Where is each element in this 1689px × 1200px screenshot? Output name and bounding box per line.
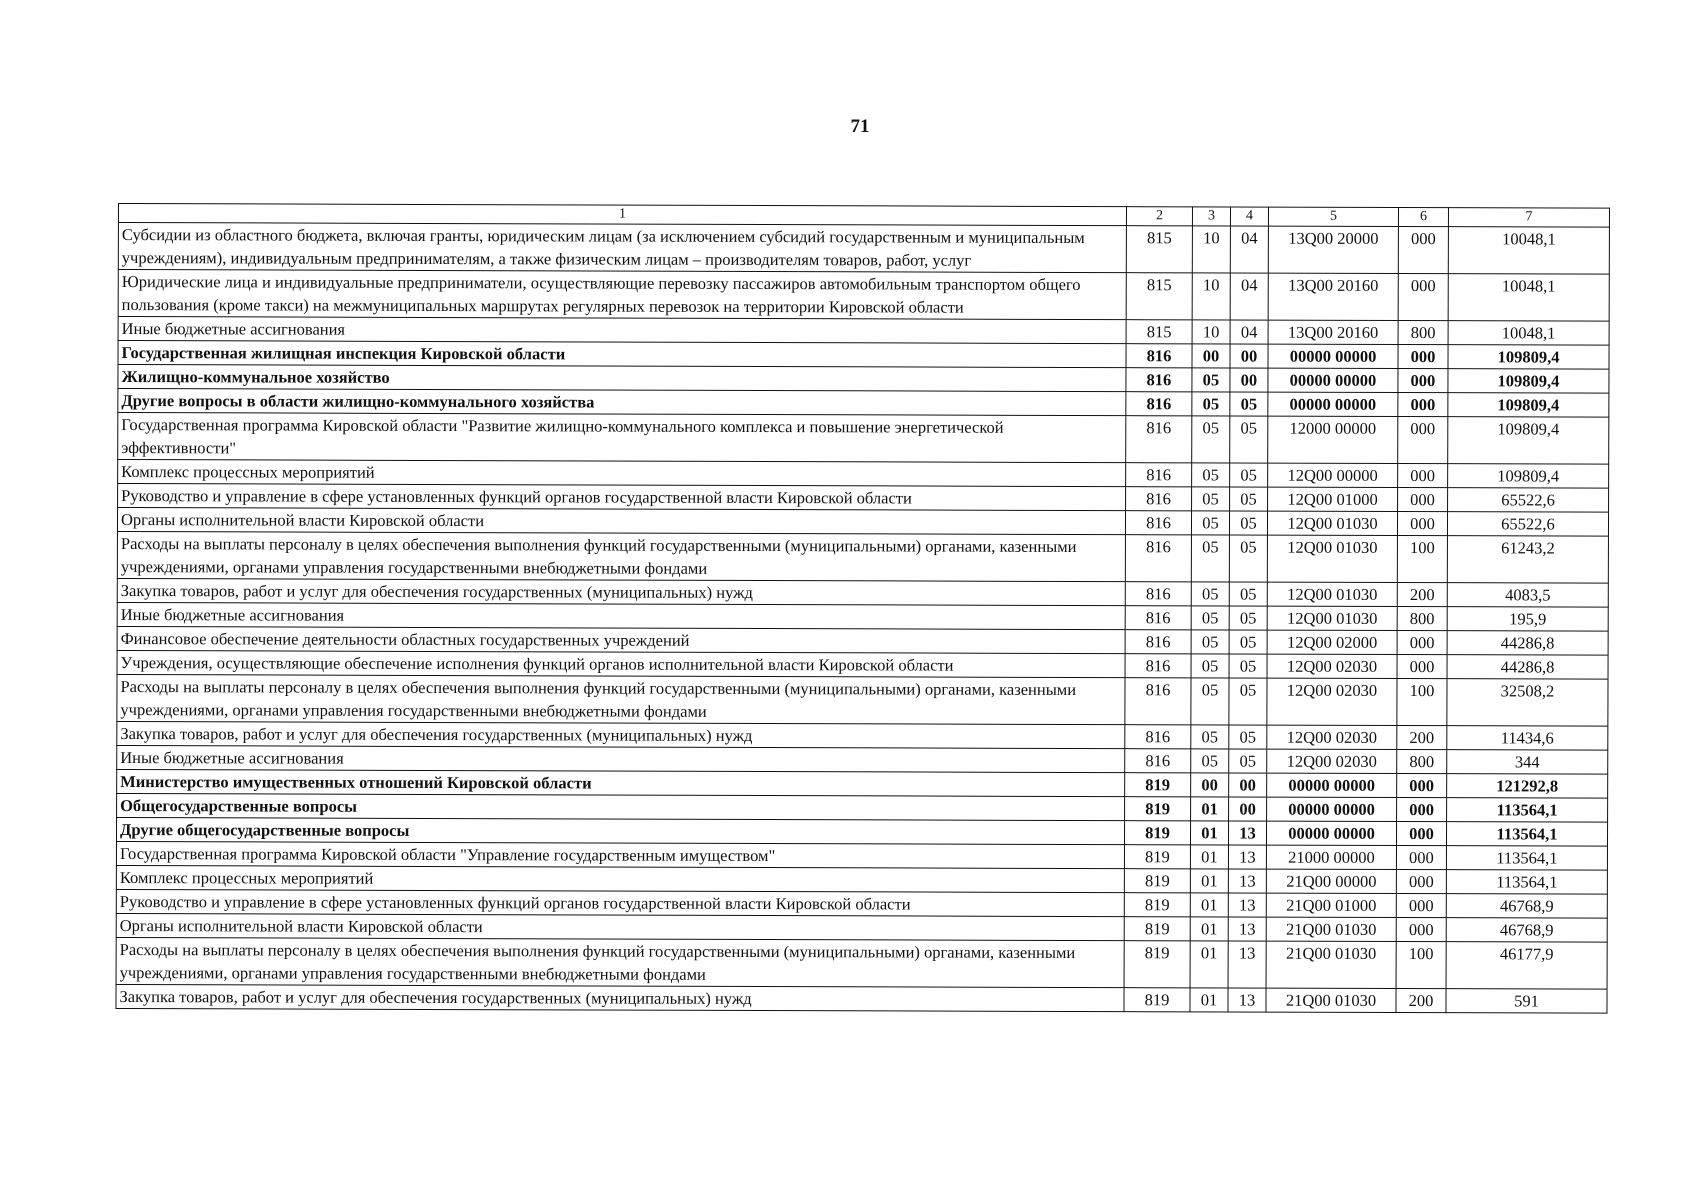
table-row xyxy=(116,937,1607,989)
row-ministry-code: 815 xyxy=(1126,273,1192,320)
row-section-code: 00 xyxy=(1191,773,1229,797)
row-ministry-code: 815 xyxy=(1126,320,1192,344)
row-ministry-code: 816 xyxy=(1125,582,1191,606)
row-ministry-code: 816 xyxy=(1125,654,1191,678)
row-target-article: 12000 00000 xyxy=(1268,416,1398,463)
col-header-2: 2 xyxy=(1126,207,1192,226)
row-name: Комплекс процессных мероприятий xyxy=(116,865,1124,892)
row-amount: 344 xyxy=(1447,750,1608,775)
row-section-code: 05 xyxy=(1192,487,1230,511)
row-expense-type: 000 xyxy=(1396,918,1446,942)
col-header-3: 3 xyxy=(1192,207,1230,226)
col-header-7: 7 xyxy=(1448,208,1609,228)
row-section-code: 01 xyxy=(1190,869,1228,893)
row-target-article: 00000 00000 xyxy=(1267,773,1397,797)
row-expense-type: 800 xyxy=(1397,750,1447,774)
row-target-article: 12Q00 02030 xyxy=(1267,749,1397,773)
row-section-code: 01 xyxy=(1191,797,1229,821)
row-section-code: 01 xyxy=(1190,988,1228,1012)
row-ministry-code: 816 xyxy=(1126,344,1192,368)
row-expense-type: 800 xyxy=(1397,607,1447,631)
row-name: Органы исполнительной власти Кировской области xyxy=(117,508,1125,535)
row-target-article: 21Q00 01000 xyxy=(1266,893,1396,917)
row-name: Министерство имущественных отношений Кировской области xyxy=(117,769,1125,796)
row-target-article: 12Q00 00000 xyxy=(1268,463,1398,487)
row-ministry-code: 819 xyxy=(1125,797,1191,821)
row-subsection-code: 05 xyxy=(1229,725,1267,749)
row-amount: 113564,1 xyxy=(1447,798,1608,823)
row-target-article: 12Q00 01030 xyxy=(1267,535,1397,582)
row-ministry-code: 819 xyxy=(1124,941,1190,988)
row-expense-type: 000 xyxy=(1396,894,1446,918)
row-subsection-code: 05 xyxy=(1230,463,1268,487)
row-ministry-code: 819 xyxy=(1124,821,1190,845)
row-amount: 46768,9 xyxy=(1446,894,1607,919)
table-row xyxy=(116,984,1607,1013)
row-section-code: 05 xyxy=(1192,463,1230,487)
row-amount: 109809,4 xyxy=(1448,464,1609,489)
row-target-article: 12Q00 02000 xyxy=(1267,630,1397,654)
row-target-article: 13Q00 20000 xyxy=(1268,226,1398,273)
row-amount: 61243,2 xyxy=(1447,536,1608,584)
row-subsection-code: 05 xyxy=(1230,392,1268,416)
row-name: Государственная программа Кировской области "Развитие жилищно-коммунального комплекса и повышение энергетической эффективности" xyxy=(118,413,1126,463)
row-name: Государственная жилищная инспекция Кировской области xyxy=(118,341,1126,368)
row-amount: 10048,1 xyxy=(1448,227,1609,275)
row-subsection-code: 05 xyxy=(1229,749,1267,773)
row-name: Субсидии из областного бюджета, включая гранты, юридическим лицам (за исключением субсидий государственным и муниципальным учреждениям), индивидуальным предпринимателям, а также физическим лицам – производителям товаров, работ, услуг xyxy=(118,223,1126,273)
row-subsection-code: 04 xyxy=(1230,226,1268,273)
row-amount: 113564,1 xyxy=(1446,870,1607,895)
row-section-code: 01 xyxy=(1190,941,1228,988)
row-amount: 10048,1 xyxy=(1448,274,1609,322)
row-expense-type: 000 xyxy=(1397,655,1447,679)
row-amount: 109809,4 xyxy=(1448,417,1609,465)
row-name: Расходы на выплаты персоналу в целях обеспечения выполнения функций государственными (муниципальными) органами, казенными учреждениями, органами управления государственными внебюджетными фондами xyxy=(116,937,1124,987)
row-section-code: 00 xyxy=(1192,344,1230,368)
row-target-article: 12Q00 01030 xyxy=(1267,606,1397,630)
row-ministry-code: 816 xyxy=(1125,630,1191,654)
row-expense-type: 100 xyxy=(1397,679,1447,726)
row-expense-type: 000 xyxy=(1398,369,1448,393)
row-name: Руководство и управление в сфере установленных функций органов государственной власти Кировской области xyxy=(116,889,1124,916)
row-expense-type: 000 xyxy=(1398,274,1448,321)
row-name: Учреждения, осуществляющие обеспечение исполнения функций органов исполнительной власти Кировской области xyxy=(117,650,1125,677)
row-expense-type: 200 xyxy=(1397,583,1447,607)
row-name: Расходы на выплаты персоналу в целях обеспечения выполнения функций государственными (муниципальными) органами, казенными учреждениями, органами управления государственными внебюджетными фондами xyxy=(117,531,1125,581)
row-subsection-code: 13 xyxy=(1228,893,1266,917)
row-name: Жилищно-коммунальное хозяйство xyxy=(118,365,1126,392)
row-target-article: 21000 00000 xyxy=(1266,845,1396,869)
row-amount: 4083,5 xyxy=(1447,583,1608,608)
row-section-code: 05 xyxy=(1191,749,1229,773)
row-target-article: 21Q00 01030 xyxy=(1266,941,1396,988)
row-section-code: 05 xyxy=(1191,511,1229,535)
row-target-article: 12Q00 02030 xyxy=(1267,654,1397,678)
col-header-6: 6 xyxy=(1398,208,1448,227)
row-section-code: 05 xyxy=(1191,678,1229,725)
table-row xyxy=(118,223,1609,275)
row-section-code: 05 xyxy=(1192,368,1230,392)
row-name: Руководство и управление в сфере установленных функций органов государственной власти Кировской области xyxy=(118,484,1126,511)
row-subsection-code: 00 xyxy=(1229,797,1267,821)
table-body xyxy=(116,223,1609,1014)
row-ministry-code: 815 xyxy=(1126,226,1192,273)
row-name: Другие вопросы в области жилищно-коммунального хозяйства xyxy=(118,389,1126,416)
row-name: Иные бюджетные ассигнования xyxy=(117,602,1125,629)
row-amount: 10048,1 xyxy=(1448,321,1609,346)
row-expense-type: 200 xyxy=(1396,989,1446,1013)
row-target-article: 13Q00 20160 xyxy=(1268,273,1398,320)
row-expense-type: 000 xyxy=(1396,870,1446,894)
row-section-code: 05 xyxy=(1191,630,1229,654)
row-section-code: 10 xyxy=(1192,273,1230,320)
row-expense-type: 800 xyxy=(1398,321,1448,345)
row-name: Закупка товаров, работ и услуг для обеспечения государственных (муниципальных) нужд xyxy=(117,721,1125,748)
row-subsection-code: 05 xyxy=(1229,606,1267,630)
row-ministry-code: 816 xyxy=(1126,487,1192,511)
row-ministry-code: 816 xyxy=(1126,416,1192,463)
row-subsection-code: 05 xyxy=(1229,535,1267,582)
row-target-article: 00000 00000 xyxy=(1268,392,1398,416)
row-amount: 65522,6 xyxy=(1448,488,1609,513)
row-subsection-code: 00 xyxy=(1230,344,1268,368)
row-amount: 195,9 xyxy=(1447,607,1608,632)
row-expense-type: 000 xyxy=(1398,417,1448,464)
row-section-code: 01 xyxy=(1190,893,1228,917)
row-expense-type: 000 xyxy=(1398,345,1448,369)
row-amount: 113564,1 xyxy=(1446,822,1607,847)
table-row xyxy=(118,270,1609,322)
row-subsection-code: 05 xyxy=(1230,416,1268,463)
row-name: Финансовое обеспечение деятельности областных государственных учреждений xyxy=(117,626,1125,653)
row-section-code: 10 xyxy=(1192,226,1230,273)
row-target-article: 00000 00000 xyxy=(1268,344,1398,368)
row-name: Иные бюджетные ассигнования xyxy=(118,317,1126,344)
row-subsection-code: 13 xyxy=(1228,869,1266,893)
row-ministry-code: 819 xyxy=(1124,917,1190,941)
row-subsection-code: 04 xyxy=(1230,273,1268,320)
row-name: Закупка товаров, работ и услуг для обеспечения государственных (муниципальных) нужд xyxy=(117,578,1125,605)
row-section-code: 01 xyxy=(1190,845,1228,869)
row-target-article: 21Q00 01030 xyxy=(1266,988,1396,1012)
row-amount: 591 xyxy=(1446,989,1607,1014)
row-name: Другие общегосударственные вопросы xyxy=(116,817,1124,844)
row-ministry-code: 816 xyxy=(1125,511,1191,535)
row-ministry-code: 816 xyxy=(1125,535,1191,582)
row-expense-type: 000 xyxy=(1397,631,1447,655)
row-ministry-code: 816 xyxy=(1125,678,1191,725)
budget-table xyxy=(115,203,1610,1014)
row-target-article: 12Q00 01030 xyxy=(1267,582,1397,606)
row-section-code: 01 xyxy=(1190,821,1228,845)
row-subsection-code: 00 xyxy=(1229,773,1267,797)
row-amount: 46768,9 xyxy=(1446,918,1607,943)
row-subsection-code: 13 xyxy=(1228,917,1266,941)
row-target-article: 13Q00 20160 xyxy=(1268,320,1398,344)
row-expense-type: 100 xyxy=(1397,536,1447,583)
row-ministry-code: 816 xyxy=(1126,368,1192,392)
row-name: Юридические лица и индивидуальные предприниматели, осуществляющие перевозку пассажиров автомобильным транспортом общего пользования (кроме такси) на межмуниципальных маршрутах регулярных перевозок на территории Кировской области xyxy=(118,270,1126,320)
row-section-code: 05 xyxy=(1191,535,1229,582)
row-amount: 11434,6 xyxy=(1447,726,1608,751)
row-expense-type: 000 xyxy=(1397,512,1447,536)
row-section-code: 05 xyxy=(1192,416,1230,463)
row-expense-type: 100 xyxy=(1396,942,1446,989)
row-ministry-code: 816 xyxy=(1125,606,1191,630)
row-expense-type: 000 xyxy=(1396,846,1446,870)
row-target-article: 12Q00 01030 xyxy=(1267,511,1397,535)
row-expense-type: 000 xyxy=(1397,774,1447,798)
row-section-code: 05 xyxy=(1191,725,1229,749)
row-expense-type: 000 xyxy=(1398,393,1448,417)
row-amount: 44286,8 xyxy=(1447,631,1608,656)
row-section-code: 05 xyxy=(1191,654,1229,678)
col-header-4: 4 xyxy=(1230,207,1268,226)
page-number: 71 xyxy=(850,116,870,137)
row-expense-type: 000 xyxy=(1397,798,1447,822)
row-amount: 44286,8 xyxy=(1447,655,1608,680)
row-ministry-code: 819 xyxy=(1124,988,1190,1012)
row-name: Государственная программа Кировской области "Управление государственным имуществом" xyxy=(116,841,1124,868)
row-amount: 113564,1 xyxy=(1446,846,1607,871)
col-header-5: 5 xyxy=(1268,207,1398,226)
row-target-article: 12Q00 02030 xyxy=(1267,725,1397,749)
row-amount: 109809,4 xyxy=(1448,369,1609,394)
row-section-code: 05 xyxy=(1191,606,1229,630)
row-subsection-code: 13 xyxy=(1228,821,1266,845)
row-expense-type: 000 xyxy=(1398,464,1448,488)
row-subsection-code: 13 xyxy=(1228,941,1266,988)
row-subsection-code: 00 xyxy=(1230,368,1268,392)
row-ministry-code: 819 xyxy=(1124,893,1190,917)
row-amount: 32508,2 xyxy=(1447,679,1608,727)
row-amount: 121292,8 xyxy=(1447,774,1608,799)
row-ministry-code: 819 xyxy=(1124,869,1190,893)
row-amount: 109809,4 xyxy=(1448,345,1609,370)
row-ministry-code: 816 xyxy=(1126,392,1192,416)
row-target-article: 12Q00 01000 xyxy=(1268,487,1398,511)
row-expense-type: 200 xyxy=(1397,726,1447,750)
row-ministry-code: 816 xyxy=(1126,463,1192,487)
row-ministry-code: 819 xyxy=(1125,773,1191,797)
row-name: Иные бюджетные ассигнования xyxy=(117,745,1125,772)
row-subsection-code: 13 xyxy=(1228,845,1266,869)
row-expense-type: 000 xyxy=(1398,488,1448,512)
row-name: Органы исполнительной власти Кировской области xyxy=(116,913,1124,940)
row-subsection-code: 05 xyxy=(1229,630,1267,654)
table-row xyxy=(117,531,1608,583)
row-name: Расходы на выплаты персоналу в целях обеспечения выполнения функций государственными (муниципальными) органами, казенными учреждениями, органами управления государственными внебюджетными фондами xyxy=(117,674,1125,724)
row-ministry-code: 816 xyxy=(1125,749,1191,773)
row-ministry-code: 819 xyxy=(1124,845,1190,869)
row-subsection-code: 05 xyxy=(1229,582,1267,606)
row-subsection-code: 05 xyxy=(1229,511,1267,535)
row-subsection-code: 05 xyxy=(1229,678,1267,725)
row-target-article: 21Q00 00000 xyxy=(1266,869,1396,893)
row-subsection-code: 05 xyxy=(1230,487,1268,511)
table-row xyxy=(117,674,1608,726)
table-row xyxy=(118,413,1609,465)
row-amount: 109809,4 xyxy=(1448,393,1609,418)
row-target-article: 00000 00000 xyxy=(1268,368,1398,392)
col-header-1: 1 xyxy=(118,204,1126,226)
row-expense-type: 000 xyxy=(1398,227,1448,274)
row-target-article: 21Q00 01030 xyxy=(1266,917,1396,941)
row-target-article: 00000 00000 xyxy=(1266,821,1396,845)
row-section-code: 10 xyxy=(1192,320,1230,344)
row-amount: 46177,9 xyxy=(1446,942,1607,990)
row-section-code: 05 xyxy=(1191,582,1229,606)
row-target-article: 12Q00 02030 xyxy=(1267,678,1397,725)
row-section-code: 01 xyxy=(1190,917,1228,941)
row-subsection-code: 05 xyxy=(1229,654,1267,678)
row-ministry-code: 816 xyxy=(1125,725,1191,749)
row-name: Закупка товаров, работ и услуг для обеспечения государственных (муниципальных) нужд xyxy=(116,984,1124,1011)
row-subsection-code: 13 xyxy=(1228,988,1266,1012)
row-name: Комплекс процессных мероприятий xyxy=(118,460,1126,487)
row-section-code: 05 xyxy=(1192,392,1230,416)
row-name: Общегосударственные вопросы xyxy=(117,793,1125,820)
row-target-article: 00000 00000 xyxy=(1267,797,1397,821)
row-subsection-code: 04 xyxy=(1230,320,1268,344)
row-expense-type: 000 xyxy=(1396,822,1446,846)
row-amount: 65522,6 xyxy=(1447,512,1608,537)
